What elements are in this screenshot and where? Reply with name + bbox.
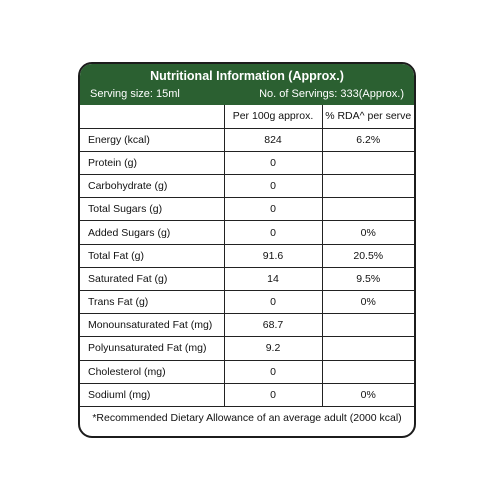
per-100g-value: 68.7 [224,314,322,337]
rda-value: 0% [322,291,414,314]
per-100g-value: 9.2 [224,337,322,360]
rda-value [322,198,414,221]
column-header-per-100g: Per 100g approx. [224,105,322,128]
table-row [80,221,414,244]
nutrient-name: Cholesterol (mg) [80,360,224,383]
table-row [80,151,414,174]
table-row [80,383,414,406]
rda-value [322,360,414,383]
table-row [80,267,414,290]
table-row [80,244,414,267]
nutrient-name: Energy (kcal) [80,128,224,151]
nutrient-name: Saturated Fat (g) [80,267,224,290]
rda-value: 20.5% [322,244,414,267]
per-100g-value: 0 [224,221,322,244]
nutrient-name: Monounsaturated Fat (mg) [80,314,224,337]
nutrition-table [80,105,414,430]
table-row [80,360,414,383]
footnote: *Recommended Dietary Allowance of an average adult (2000 kcal) [92,412,402,425]
nutrition-panel [78,62,416,438]
table-row [80,337,414,360]
nutrient-name: Trans Fat (g) [80,291,224,314]
table-row [80,314,414,337]
rda-value [322,175,414,198]
nutrient-name: Total Sugars (g) [80,198,224,221]
per-100g-value: 0 [224,198,322,221]
nutrient-name: Sodiuml (mg) [80,383,224,406]
servings-count: No. of Servings: 333(Approx.) [259,88,404,100]
rda-value: 6.2% [322,128,414,151]
table-header-row [80,105,414,128]
rda-value [322,337,414,360]
footnote-row [80,406,414,429]
per-100g-value: 14 [224,267,322,290]
rda-value: 0% [322,383,414,406]
column-header-rda: % RDA^ per serve [322,105,414,128]
nutrient-name: Total Fat (g) [80,244,224,267]
per-100g-value: 91.6 [224,244,322,267]
column-header-nutrient [80,105,224,128]
per-100g-value: 824 [224,128,322,151]
nutrient-name: Polyunsaturated Fat (mg) [80,337,224,360]
rda-value [322,314,414,337]
per-100g-value: 0 [224,291,322,314]
per-100g-value: 0 [224,175,322,198]
rda-value: 0% [322,221,414,244]
per-100g-value: 0 [224,383,322,406]
table-row [80,175,414,198]
panel-title: Nutritional Information (Approx.) [150,69,344,83]
nutrient-name: Protein (g) [80,151,224,174]
serving-info-row [90,86,404,102]
table-row [80,198,414,221]
per-100g-value: 0 [224,360,322,383]
table-row [80,291,414,314]
nutrition-header [80,64,414,105]
table-row [80,128,414,151]
serving-size: Serving size: 15ml [90,88,180,100]
rda-value: 9.5% [322,267,414,290]
rda-value [322,151,414,174]
nutrient-name: Added Sugars (g) [80,221,224,244]
per-100g-value: 0 [224,151,322,174]
nutrient-name: Carbohydrate (g) [80,175,224,198]
